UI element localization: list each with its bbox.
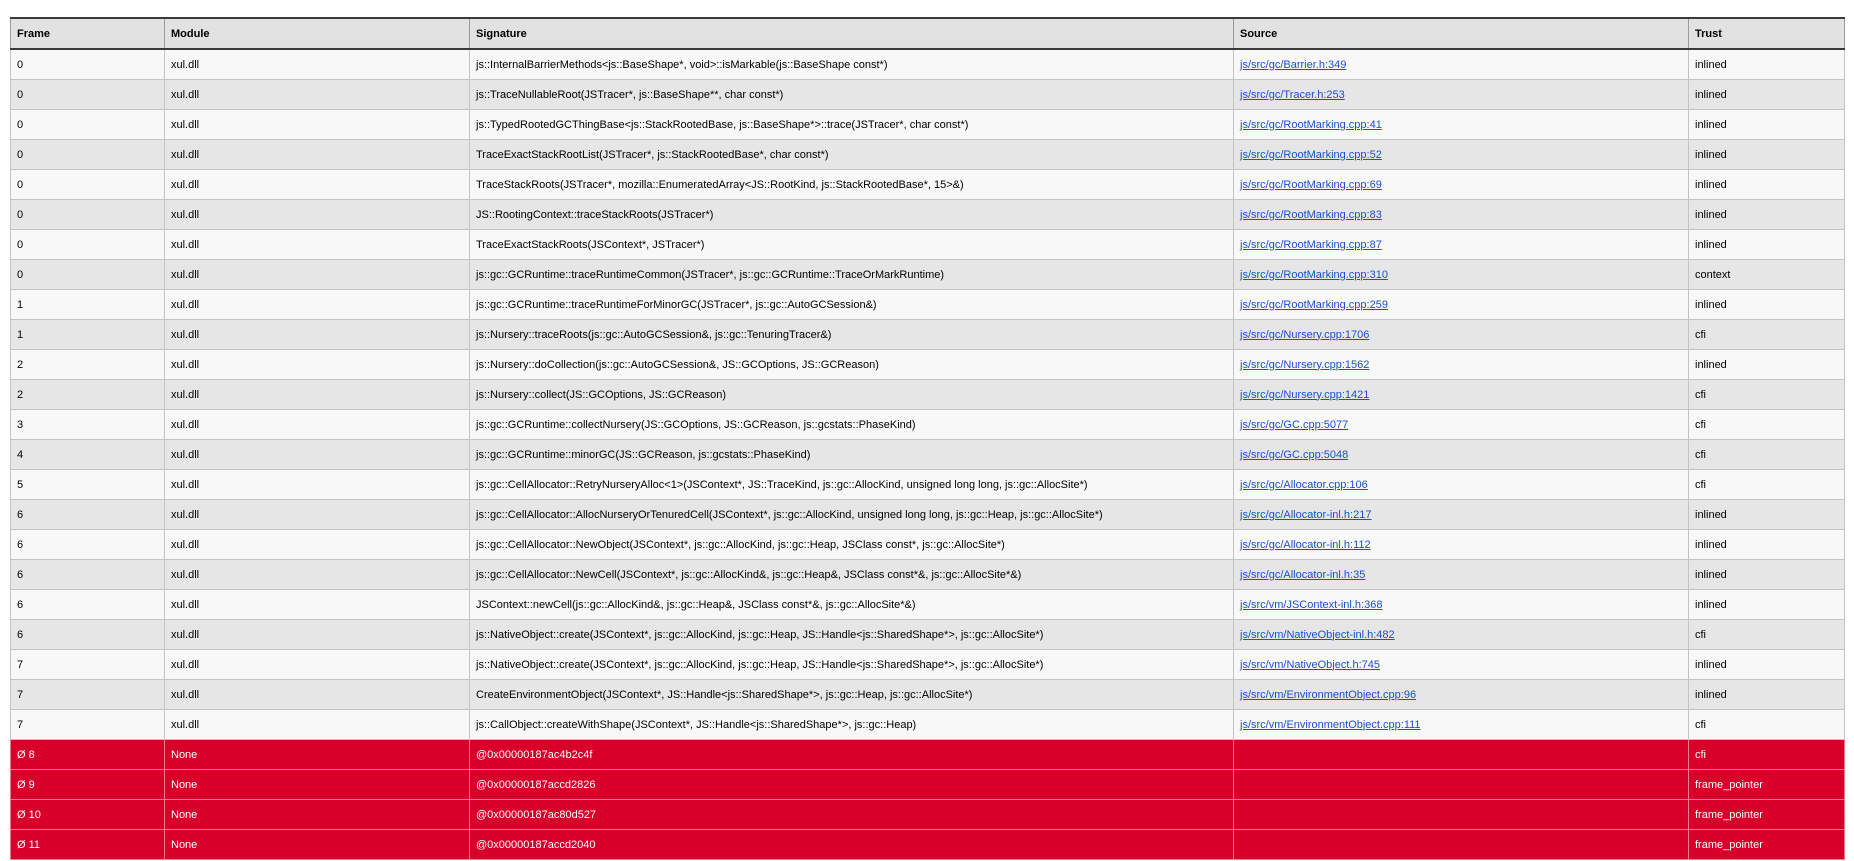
trust-cell: cfi [1689, 380, 1845, 410]
module-cell: xul.dll [165, 49, 470, 80]
source-cell [1234, 500, 1689, 530]
frame-cell: 5 [11, 470, 165, 500]
source-cell [1234, 200, 1689, 230]
module-cell: xul.dll [165, 110, 470, 140]
source-cell [1234, 830, 1689, 860]
signature-cell: TraceExactStackRootList(JSTracer*, js::StackRootedBase*, char const*) [470, 140, 1234, 170]
module-cell: xul.dll [165, 650, 470, 680]
table-row [11, 470, 1845, 500]
signature-cell: js::Nursery::traceRoots(js::gc::AutoGCSession&, js::gc::TenuringTracer&) [470, 320, 1234, 350]
table-row [11, 230, 1845, 260]
table-row [11, 380, 1845, 410]
source-link[interactable]: js/src/gc/Tracer.h:253 [1240, 88, 1345, 101]
column-header-module: Module [165, 18, 470, 49]
signature-cell: js::gc::GCRuntime::traceRuntimeCommon(JSTracer*, js::gc::GCRuntime::TraceOrMarkRuntime) [470, 260, 1234, 290]
signature-cell: js::TypedRootedGCThingBase<js::StackRootedBase, js::BaseShape*>::trace(JSTracer*, char const*) [470, 110, 1234, 140]
module-cell: xul.dll [165, 200, 470, 230]
trust-cell: frame_pointer [1689, 830, 1845, 860]
table-row [11, 170, 1845, 200]
table-row [11, 200, 1845, 230]
trust-cell: cfi [1689, 710, 1845, 740]
source-cell [1234, 710, 1689, 740]
frame-cell: 6 [11, 590, 165, 620]
trust-cell: inlined [1689, 350, 1845, 380]
module-cell: xul.dll [165, 680, 470, 710]
frame-cell: 1 [11, 320, 165, 350]
source-cell [1234, 110, 1689, 140]
trust-cell: inlined [1689, 170, 1845, 200]
module-cell: xul.dll [165, 620, 470, 650]
frame-cell: 0 [11, 170, 165, 200]
trust-cell: frame_pointer [1689, 770, 1845, 800]
signature-cell: js::Nursery::doCollection(js::gc::AutoGCSession&, JS::GCOptions, JS::GCReason) [470, 350, 1234, 380]
trust-cell: inlined [1689, 650, 1845, 680]
table-row [11, 350, 1845, 380]
signature-cell: js::NativeObject::create(JSContext*, js::gc::AllocKind, js::gc::Heap, JS::Handle<js::SharedShape*>, js::gc::AllocSite*) [470, 620, 1234, 650]
module-cell: xul.dll [165, 350, 470, 380]
signature-cell: CreateEnvironmentObject(JSContext*, JS::Handle<js::SharedShape*>, js::gc::Heap, js::gc::AllocSite*) [470, 680, 1234, 710]
frame-cell: Ø 9 [11, 770, 165, 800]
source-cell [1234, 350, 1689, 380]
source-link[interactable]: js/src/gc/GC.cpp:5077 [1240, 418, 1349, 431]
source-cell [1234, 380, 1689, 410]
source-link[interactable]: js/src/gc/RootMarking.cpp:52 [1240, 148, 1382, 161]
frame-cell: Ø 10 [11, 800, 165, 830]
source-link[interactable]: js/src/gc/RootMarking.cpp:83 [1240, 208, 1382, 221]
frame-cell: 6 [11, 500, 165, 530]
frame-cell: 0 [11, 49, 165, 80]
column-header-source: Source [1234, 18, 1689, 49]
source-cell [1234, 620, 1689, 650]
source-cell [1234, 680, 1689, 710]
frame-cell: 0 [11, 200, 165, 230]
frame-cell: 6 [11, 560, 165, 590]
module-cell: xul.dll [165, 410, 470, 440]
source-link[interactable]: js/src/gc/RootMarking.cpp:87 [1240, 238, 1382, 251]
module-cell: xul.dll [165, 260, 470, 290]
source-cell [1234, 470, 1689, 500]
table-row [11, 710, 1845, 740]
table-row [11, 770, 1845, 800]
source-link[interactable]: js/src/gc/Allocator-inl.h:112 [1240, 538, 1371, 551]
trust-cell: inlined [1689, 230, 1845, 260]
module-cell: xul.dll [165, 80, 470, 110]
source-link[interactable]: js/src/gc/Allocator-inl.h:217 [1240, 508, 1372, 521]
trust-cell: inlined [1689, 530, 1845, 560]
signature-cell: js::gc::CellAllocator::NewCell(JSContext*, js::gc::AllocKind&, js::gc::Heap&, JSClass const*&, js::gc::AllocSite*&) [470, 560, 1234, 590]
source-cell [1234, 170, 1689, 200]
module-cell: xul.dll [165, 530, 470, 560]
frame-cell: 6 [11, 620, 165, 650]
frame-cell: 2 [11, 350, 165, 380]
trust-cell: inlined [1689, 80, 1845, 110]
frame-cell: Ø 8 [11, 740, 165, 770]
column-header-trust: Trust [1689, 18, 1845, 49]
table-row [11, 590, 1845, 620]
module-cell: xul.dll [165, 710, 470, 740]
source-link[interactable]: js/src/gc/Allocator.cpp:106 [1240, 478, 1368, 491]
source-cell [1234, 290, 1689, 320]
table-row [11, 410, 1845, 440]
trust-cell: cfi [1689, 620, 1845, 650]
signature-cell: @0x00000187ac4b2c4f [470, 740, 1234, 770]
signature-cell: js::gc::GCRuntime::minorGC(JS::GCReason, js::gcstats::PhaseKind) [470, 440, 1234, 470]
source-cell [1234, 440, 1689, 470]
table-row [11, 800, 1845, 830]
trust-cell: inlined [1689, 560, 1845, 590]
signature-cell: JSContext::newCell(js::gc::AllocKind&, js::gc::Heap&, JSClass const*&, js::gc::AllocSite*&) [470, 590, 1234, 620]
module-cell: None [165, 830, 470, 860]
source-link[interactable]: js/src/vm/EnvironmentObject.cpp:111 [1240, 718, 1421, 731]
frame-cell: 2 [11, 380, 165, 410]
table-row [11, 500, 1845, 530]
signature-cell: js::gc::CellAllocator::NewObject(JSContext*, js::gc::AllocKind, js::gc::Heap, JSClass const*, js::gc::AllocSite*) [470, 530, 1234, 560]
table-row [11, 320, 1845, 350]
trust-cell: inlined [1689, 200, 1845, 230]
table-body [11, 49, 1845, 860]
table-row [11, 440, 1845, 470]
table-row [11, 740, 1845, 770]
trust-cell: inlined [1689, 500, 1845, 530]
trust-cell: cfi [1689, 440, 1845, 470]
source-link[interactable]: js/src/gc/Allocator-inl.h:35 [1240, 568, 1366, 581]
source-link[interactable]: js/src/vm/JSContext-inl.h:368 [1240, 598, 1383, 611]
table-row [11, 140, 1845, 170]
source-cell [1234, 740, 1689, 770]
frame-cell: 0 [11, 230, 165, 260]
source-cell [1234, 770, 1689, 800]
table-row [11, 260, 1845, 290]
source-cell [1234, 650, 1689, 680]
table-row [11, 560, 1845, 590]
trust-cell: inlined [1689, 49, 1845, 80]
table-header-row [11, 18, 1845, 49]
table-row [11, 680, 1845, 710]
signature-cell: js::TraceNullableRoot(JSTracer*, js::BaseShape**, char const*) [470, 80, 1234, 110]
signature-cell: js::gc::GCRuntime::traceRuntimeForMinorGC(JSTracer*, js::gc::AutoGCSession&) [470, 290, 1234, 320]
module-cell: xul.dll [165, 590, 470, 620]
signature-cell: js::NativeObject::create(JSContext*, js::gc::AllocKind, js::gc::Heap, JS::Handle<js::SharedShape*>, js::gc::AllocSite*) [470, 650, 1234, 680]
source-cell [1234, 800, 1689, 830]
signature-cell: js::CallObject::createWithShape(JSContext*, JS::Handle<js::SharedShape*>, js::gc::Heap) [470, 710, 1234, 740]
module-cell: xul.dll [165, 470, 470, 500]
source-cell [1234, 320, 1689, 350]
signature-cell: @0x00000187accd2826 [470, 770, 1234, 800]
source-cell [1234, 560, 1689, 590]
source-link[interactable]: js/src/vm/NativeObject-inl.h:482 [1240, 628, 1395, 641]
module-cell: xul.dll [165, 140, 470, 170]
table-row [11, 290, 1845, 320]
frame-cell: 1 [11, 290, 165, 320]
table-row [11, 830, 1845, 860]
signature-cell: @0x00000187ac80d527 [470, 800, 1234, 830]
frame-cell: 0 [11, 80, 165, 110]
module-cell: None [165, 740, 470, 770]
source-link[interactable]: js/src/gc/Barrier.h:349 [1240, 58, 1347, 71]
source-link[interactable]: js/src/gc/RootMarking.cpp:41 [1240, 118, 1382, 131]
source-cell [1234, 140, 1689, 170]
signature-cell: @0x00000187accd2040 [470, 830, 1234, 860]
trust-cell: inlined [1689, 110, 1845, 140]
frame-cell: 0 [11, 110, 165, 140]
source-link[interactable]: js/src/gc/Nursery.cpp:1706 [1240, 328, 1370, 341]
trust-cell: inlined [1689, 290, 1845, 320]
stack-frames-table [10, 17, 1845, 860]
module-cell: None [165, 800, 470, 830]
trust-cell: inlined [1689, 140, 1845, 170]
source-cell [1234, 230, 1689, 260]
frame-cell: 4 [11, 440, 165, 470]
frame-cell: 7 [11, 650, 165, 680]
frame-cell: 7 [11, 710, 165, 740]
source-cell [1234, 410, 1689, 440]
trust-cell: context [1689, 260, 1845, 290]
signature-cell: TraceExactStackRoots(JSContext*, JSTracer*) [470, 230, 1234, 260]
frame-cell: 6 [11, 530, 165, 560]
table-row [11, 530, 1845, 560]
trust-cell: frame_pointer [1689, 800, 1845, 830]
frame-cell: 7 [11, 680, 165, 710]
source-cell [1234, 80, 1689, 110]
signature-cell: js::Nursery::collect(JS::GCOptions, JS::GCReason) [470, 380, 1234, 410]
signature-cell: JS::RootingContext::traceStackRoots(JSTracer*) [470, 200, 1234, 230]
source-link[interactable]: js/src/vm/NativeObject.h:745 [1240, 658, 1380, 671]
source-link[interactable]: js/src/vm/EnvironmentObject.cpp:96 [1240, 688, 1417, 701]
trust-cell: cfi [1689, 410, 1845, 440]
trust-cell: cfi [1689, 320, 1845, 350]
table-row [11, 620, 1845, 650]
module-cell: xul.dll [165, 320, 470, 350]
source-link[interactable]: js/src/gc/RootMarking.cpp:259 [1240, 298, 1388, 311]
source-link[interactable]: js/src/gc/RootMarking.cpp:310 [1240, 268, 1388, 281]
table-row [11, 80, 1845, 110]
source-link[interactable]: js/src/gc/GC.cpp:5048 [1240, 448, 1349, 461]
trust-cell: inlined [1689, 590, 1845, 620]
signature-cell: js::gc::CellAllocator::AllocNurseryOrTenuredCell(JSContext*, js::gc::AllocKind, unsigned long long, js::gc::Heap, js::gc::AllocSite*) [470, 500, 1234, 530]
source-cell [1234, 260, 1689, 290]
trust-cell: cfi [1689, 740, 1845, 770]
frame-cell: 3 [11, 410, 165, 440]
signature-cell: js::gc::CellAllocator::RetryNurseryAlloc<1>(JSContext*, JS::TraceKind, js::gc::AllocKind, unsigned long long, js::gc::AllocSite*) [470, 470, 1234, 500]
source-cell [1234, 530, 1689, 560]
module-cell: xul.dll [165, 500, 470, 530]
source-link[interactable]: js/src/gc/Nursery.cpp:1421 [1240, 388, 1370, 401]
module-cell: xul.dll [165, 230, 470, 260]
signature-cell: js::gc::GCRuntime::collectNursery(JS::GCOptions, JS::GCReason, js::gcstats::PhaseKind) [470, 410, 1234, 440]
trust-cell: cfi [1689, 470, 1845, 500]
module-cell: xul.dll [165, 290, 470, 320]
source-cell [1234, 49, 1689, 80]
frame-cell: 0 [11, 140, 165, 170]
stack-frames-panel [10, 17, 1844, 860]
signature-cell: js::InternalBarrierMethods<js::BaseShape*, void>::isMarkable(js::BaseShape const*) [470, 49, 1234, 80]
module-cell: xul.dll [165, 170, 470, 200]
table-row [11, 110, 1845, 140]
table-row [11, 650, 1845, 680]
module-cell: xul.dll [165, 560, 470, 590]
column-header-frame: Frame [11, 18, 165, 49]
source-link[interactable]: js/src/gc/Nursery.cpp:1562 [1240, 358, 1370, 371]
frame-cell: Ø 11 [11, 830, 165, 860]
module-cell: None [165, 770, 470, 800]
signature-cell: TraceStackRoots(JSTracer*, mozilla::EnumeratedArray<JS::RootKind, js::StackRootedBase*, 15>&) [470, 170, 1234, 200]
module-cell: xul.dll [165, 380, 470, 410]
trust-cell: inlined [1689, 680, 1845, 710]
table-row [11, 49, 1845, 80]
module-cell: xul.dll [165, 440, 470, 470]
source-link[interactable]: js/src/gc/RootMarking.cpp:69 [1240, 178, 1382, 191]
frame-cell: 0 [11, 260, 165, 290]
column-header-signature: Signature [470, 18, 1234, 49]
source-cell [1234, 590, 1689, 620]
